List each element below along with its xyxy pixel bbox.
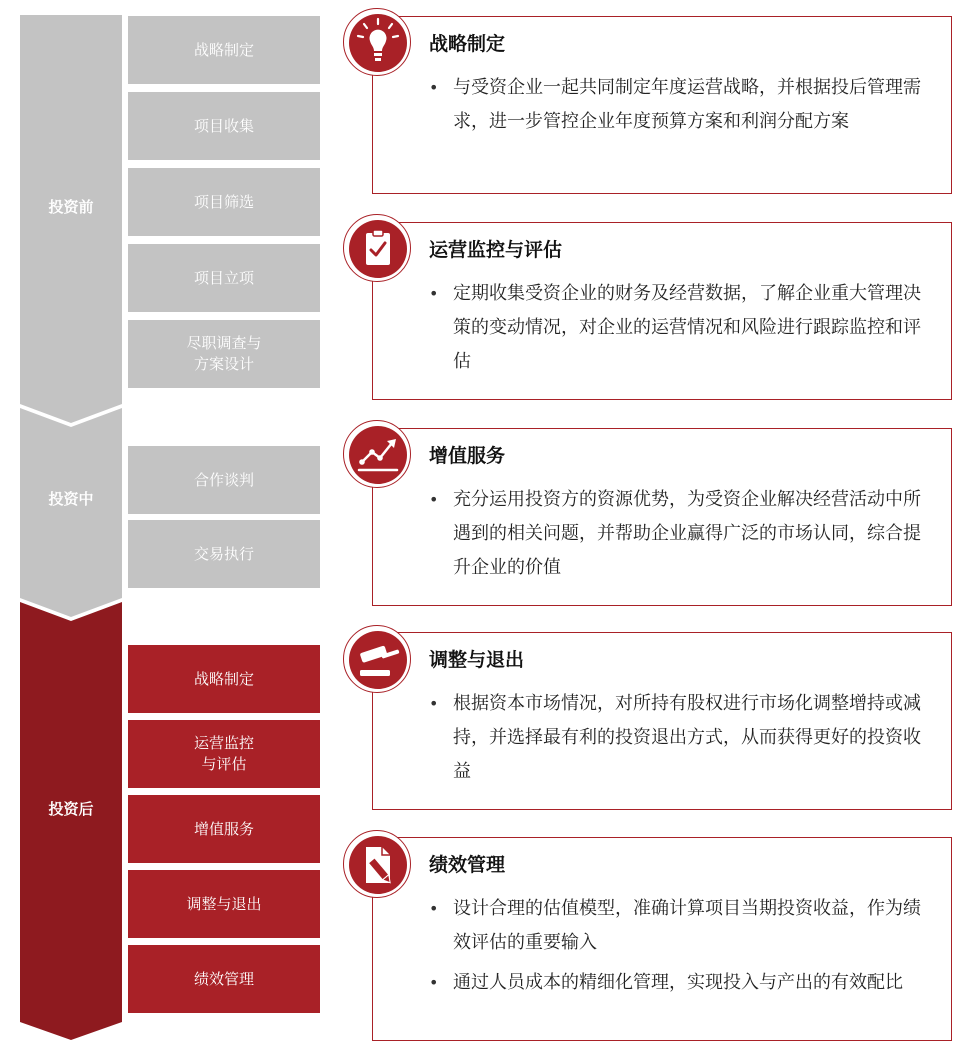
bullet-list bbox=[453, 687, 937, 795]
card-strategy bbox=[372, 16, 952, 194]
card-title: 运营监控与评估 bbox=[429, 239, 563, 261]
document-pen-icon bbox=[343, 830, 411, 898]
step-pre-strategy: 战略制定 bbox=[128, 16, 320, 84]
step-post-exit: 调整与退出 bbox=[128, 870, 320, 938]
bullet-list bbox=[453, 483, 937, 591]
bullet-item: • 充分运用投资方的资源优势，为受资企业解决经营活动中所遇到的相关问题，并帮助企业赢得广泛的市场认同，综合提升企业的价值 bbox=[453, 483, 937, 585]
phase-label-post: 投资后 bbox=[48, 800, 94, 818]
bullet-item: • 根据资本市场情况，对所持有股权进行市场化调整增持或减持，并选择最有利的投资退出方式，从而获得更好的投资收益 bbox=[453, 687, 937, 789]
bullet-item: • 与受资企业一起共同制定年度运营战略，并根据投后管理需求，进一步管控企业年度预算方案和利润分配方案 bbox=[453, 71, 937, 139]
step-mid-negotiation: 合作谈判 bbox=[128, 446, 320, 514]
step-pre-approval: 项目立项 bbox=[128, 244, 320, 312]
card-title: 战略制定 bbox=[429, 33, 506, 55]
clipboard-check-icon bbox=[343, 214, 411, 282]
card-monitoring bbox=[372, 222, 952, 400]
step-pre-collection: 项目收集 bbox=[128, 92, 320, 160]
step-pre-screening: 项目筛选 bbox=[128, 168, 320, 236]
phase-label-pre: 投资前 bbox=[48, 198, 94, 216]
card-performance bbox=[372, 837, 952, 1041]
rising-chart-icon bbox=[343, 420, 411, 488]
lightbulb-icon bbox=[343, 8, 411, 76]
card-title: 增值服务 bbox=[429, 445, 506, 467]
bullet-list bbox=[453, 892, 937, 1006]
step-mid-execution: 交易执行 bbox=[128, 520, 320, 588]
step-post-performance: 绩效管理 bbox=[128, 945, 320, 1013]
bullet-item: • 设计合理的估值模型，准确计算项目当期投资收益，作为绩效评估的重要输入 bbox=[453, 892, 937, 960]
card-title: 绩效管理 bbox=[429, 854, 506, 876]
phase-label-mid: 投资中 bbox=[48, 490, 94, 508]
step-post-value-added: 增值服务 bbox=[128, 795, 320, 863]
step-pre-due-diligence: 尽职调查与 方案设计 bbox=[128, 320, 320, 388]
card-value-added bbox=[372, 428, 952, 606]
bullet-item: • 通过人员成本的精细化管理，实现投入与产出的有效配比 bbox=[453, 966, 937, 1000]
bullet-item: • 定期收集受资企业的财务及经营数据，了解企业重大管理决策的变动情况，对企业的运营情况和风险进行跟踪监控和评估 bbox=[453, 277, 937, 379]
step-post-strategy: 战略制定 bbox=[128, 645, 320, 713]
bullet-list bbox=[453, 71, 937, 145]
chevron-post-investment bbox=[20, 602, 122, 1040]
chevron-mid-investment bbox=[20, 408, 122, 617]
chevron-pre-investment bbox=[20, 15, 122, 423]
step-post-monitoring: 运营监控 与评估 bbox=[128, 720, 320, 788]
gavel-icon bbox=[343, 625, 411, 693]
card-title: 调整与退出 bbox=[429, 649, 525, 671]
bullet-list bbox=[453, 277, 937, 385]
card-exit bbox=[372, 632, 952, 810]
